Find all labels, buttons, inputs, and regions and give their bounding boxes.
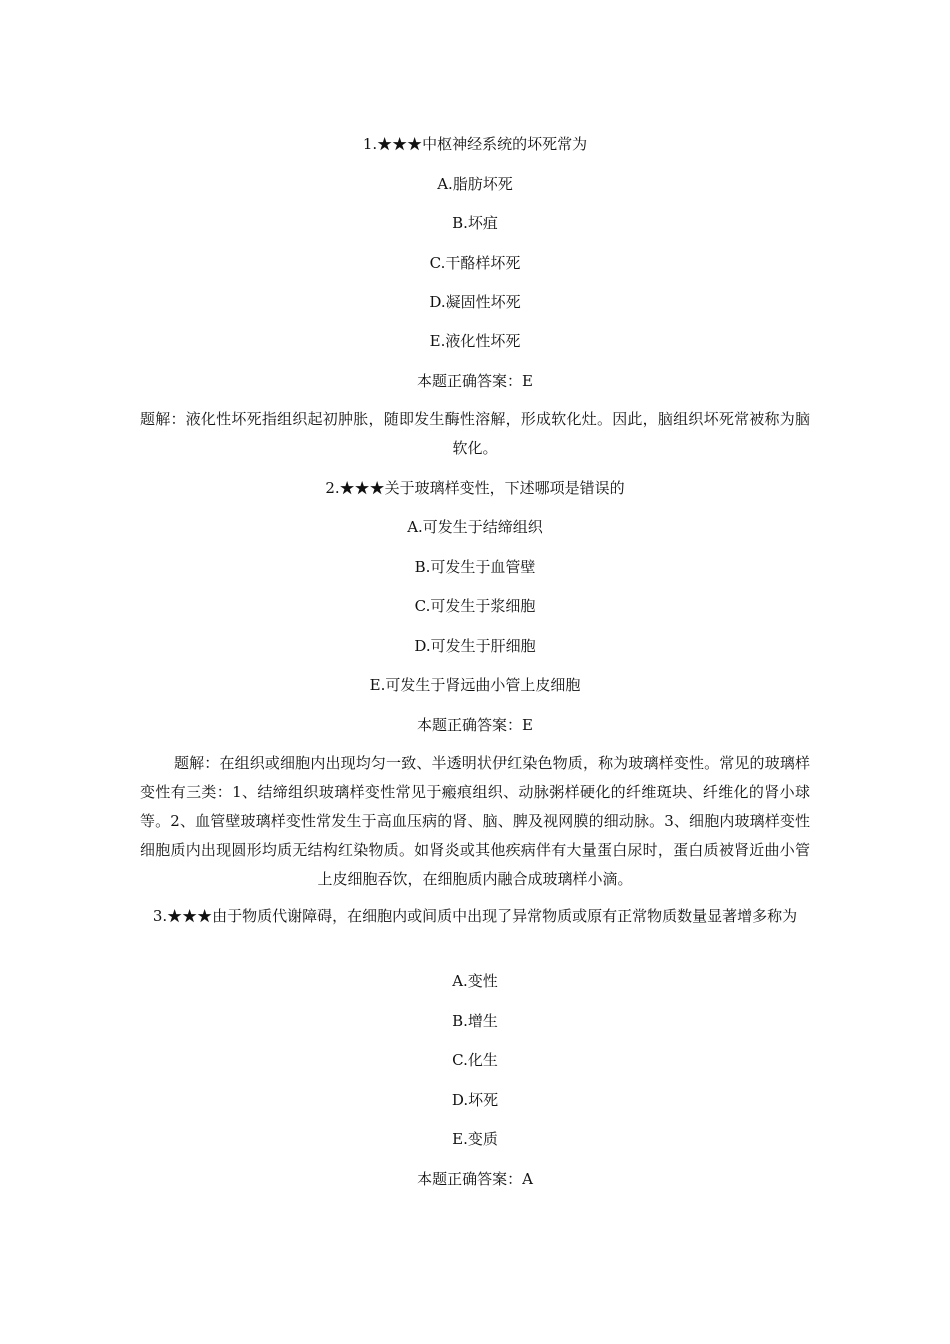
question-2-stem: 2.★★★关于玻璃样变性，下述哪项是错误的 [325, 479, 625, 497]
question-3-option-a: A.变性 [452, 972, 498, 990]
question-1-answer: 本题正确答案：E [417, 372, 533, 390]
question-2-option-d: D.可发生于肝细胞 [414, 637, 536, 655]
question-1-option-b: B.坏疽 [452, 214, 498, 232]
question-2-option-e: E.可发生于肾远曲小管上皮细胞 [369, 676, 581, 694]
question-3-answer: 本题正确答案：A [417, 1170, 533, 1188]
question-3-option-e: E.变质 [452, 1130, 498, 1148]
question-1-option-d: D.凝固性坏死 [429, 293, 521, 311]
question-2-explanation: 题解：在组织或细胞内出现均匀一致、半透明状伊红染色物质，称为玻璃样变性。常见的玻璃样变性有三类：1、结缔组织玻璃样变性常见于瘢痕组织、动脉粥样硬化的纤维斑块、纤维化的肾小球等。2、血管壁玻璃样变性常发生于高血压病的肾、脑、脾及视网膜的细动脉。3、细胞内玻璃样变性细胞质内出现圆形均质无结构红染物质。如肾炎或其他疾病伴有大量蛋白尿时，蛋白质被肾近曲小管上皮细胞吞饮，在细胞质内融合成玻璃样小滴。 [140, 754, 810, 888]
question-2-answer: 本题正确答案：E [417, 716, 533, 734]
question-1-option-e: E.液化性坏死 [429, 332, 521, 350]
question-1-option-a: A.脂肪坏死 [437, 175, 513, 193]
question-3-stem: 3.★★★由于物质代谢障碍，在细胞内或间质中出现了异常物质或原有正常物质数量显著增多称为 [152, 907, 798, 925]
question-2-option-a: A.可发生于结缔组织 [407, 518, 543, 536]
question-1-option-c: C.干酪样坏死 [429, 254, 521, 272]
question-1-explanation: 题解：液化性坏死指组织起初肿胀，随即发生酶性溶解，形成软化灶。因此，脑组织坏死常被称为脑软化。 [140, 410, 810, 457]
question-2-option-c: C.可发生于浆细胞 [414, 597, 536, 615]
question-3-option-d: D.坏死 [451, 1091, 499, 1109]
question-1-stem: 1.★★★中枢神经系统的坏死常为 [362, 135, 588, 153]
question-3-option-c: C.化生 [452, 1051, 498, 1069]
question-2-option-b: B.可发生于血管壁 [414, 558, 536, 576]
question-3-option-b: B.增生 [452, 1012, 498, 1030]
